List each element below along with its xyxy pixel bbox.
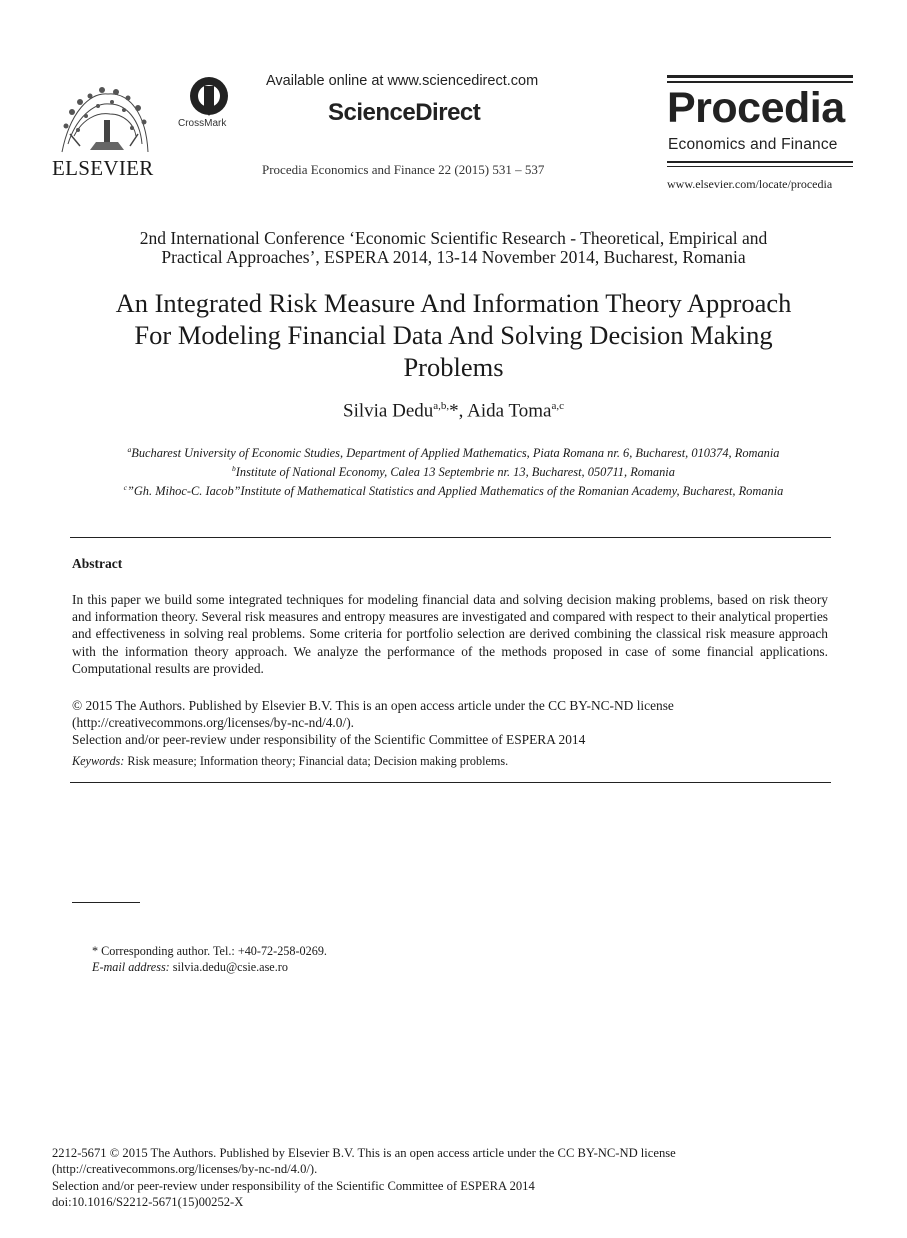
author-2-name: Aida Toma <box>467 400 552 422</box>
keywords <box>72 753 828 769</box>
elsevier-wordmark: ELSEVIER <box>52 156 154 180</box>
author-1-name: Silvia Dedu <box>343 400 434 422</box>
affiliation-b <box>60 461 847 480</box>
conference-line-2: Practical Approaches’, ESPERA 2014, 13-14 November 2014, Bucharest, Romania <box>161 247 746 267</box>
journal-reference: Procedia Economics and Finance 22 (2015) 531 – 537 <box>262 162 545 177</box>
procedia-url-link[interactable]: www.elsevier.com/locate/procedia <box>667 177 833 191</box>
author-2-affiliation-marks: a,c <box>551 400 564 412</box>
author-1-affiliation-marks: a,b, <box>433 400 450 412</box>
corresponding-author-note: * Corresponding author. Tel.: +40-72-258-0269. <box>92 944 327 958</box>
license-link[interactable]: (http://creativecommons.org/licenses/by-nc-nd/4.0/). <box>72 715 355 731</box>
affiliation-c <box>60 480 847 499</box>
procedia-bottom-rule-2 <box>667 166 853 167</box>
email-label: E-mail address: <box>92 960 170 974</box>
title-line-1: An Integrated Risk Measure And Information Theory Approach <box>115 288 792 318</box>
bottom-license-link[interactable]: (http://creativecommons.org/licenses/by-nc-nd/4.0/). <box>52 1162 318 1177</box>
abstract-bottom-rule <box>70 782 831 783</box>
procedia-bottom-rule <box>667 161 853 163</box>
copyright-line-1: © 2015 The Authors. Published by Elsevier B.V. This is an open access article under the CC BY-NC-ND license <box>72 698 674 713</box>
email-note <box>92 959 288 975</box>
bottom-license-block <box>52 1145 852 1211</box>
affiliation-b-mark: b <box>232 464 236 474</box>
doi[interactable]: doi:10.1016/S2212-5671(15)00252-X <box>52 1195 244 1210</box>
affiliation-b-text: Institute of National Economy, Calea 13 Septembrie nr. 13, Bucharest, 050711, Romania <box>235 465 675 480</box>
corresponding-author-mark: * <box>449 400 459 422</box>
footnote-rule <box>72 902 140 903</box>
abstract-body: In this paper we build some integrated techniques for modeling financial data and solving decision making problems, based on risk theory and information theory. Several risk measures and entropy measures are investigated and compared with respect to their analytical properties and effectiveness in solving real problems. Some criteria for portfolio selection are derived combining the classical risk measure approach with the information theory approach. We analyze the performance of the methods proposed in case of some financial applications. Computational results are provided. <box>72 592 828 676</box>
keywords-label: Keywords: <box>72 754 125 768</box>
affiliation-a <box>60 442 847 461</box>
copyright-notice <box>72 697 828 749</box>
conference-info <box>60 229 847 267</box>
procedia-subtitle: Economics and Finance <box>668 136 838 153</box>
available-online-text: Available online at www.sciencedirect.com <box>266 73 539 89</box>
affiliations <box>60 442 847 499</box>
author-separator: , <box>458 400 468 422</box>
email-address[interactable]: silvia.dedu@csie.ase.ro <box>169 960 288 974</box>
abstract-heading: Abstract <box>72 556 123 571</box>
affiliation-a-mark: a <box>127 445 132 454</box>
affiliation-c-text: ”Gh. Mihoc-C. Iacob”Institute of Mathematical Statistics and Applied Mathematics of the Romanian Academy, Bucharest, Romania <box>126 484 784 499</box>
affiliation-a-text: Bucharest University of Economic Studies, Department of Applied Mathematics, Piata Romana nr. 6, Bucharest, 010374, Romania <box>131 446 780 461</box>
procedia-logo: Procedia <box>667 84 845 132</box>
paper-title <box>60 287 847 383</box>
affiliation-c-mark: c <box>123 483 127 493</box>
keywords-list: Risk measure; Information theory; Financial data; Decision making problems. <box>124 754 509 768</box>
procedia-top-rule <box>667 75 853 78</box>
sciencedirect-logo[interactable]: ScienceDirect <box>328 99 481 126</box>
crossmark-label: CrossMark <box>178 118 227 129</box>
peer-review-statement: Selection and/or peer-review under responsibility of the Scientific Committee of ESPERA 2014 <box>72 732 586 748</box>
procedia-top-rule-2 <box>667 81 853 83</box>
bottom-peer-review: Selection and/or peer-review under responsibility of the Scientific Committee of ESPERA 2014 <box>52 1178 535 1193</box>
abstract-top-rule <box>70 537 831 538</box>
author-list <box>60 400 847 422</box>
conference-line-1: 2nd International Conference ‘Economic Scientific Research - Theoretical, Empirical and <box>139 228 768 248</box>
title-line-2: For Modeling Financial Data And Solving Decision Making <box>134 320 773 350</box>
title-line-3: Problems <box>403 352 504 382</box>
issn-copyright-line: 2212-5671 © 2015 The Authors. Published by Elsevier B.V. This is an open access article under the CC BY-NC-ND license <box>52 1146 676 1160</box>
